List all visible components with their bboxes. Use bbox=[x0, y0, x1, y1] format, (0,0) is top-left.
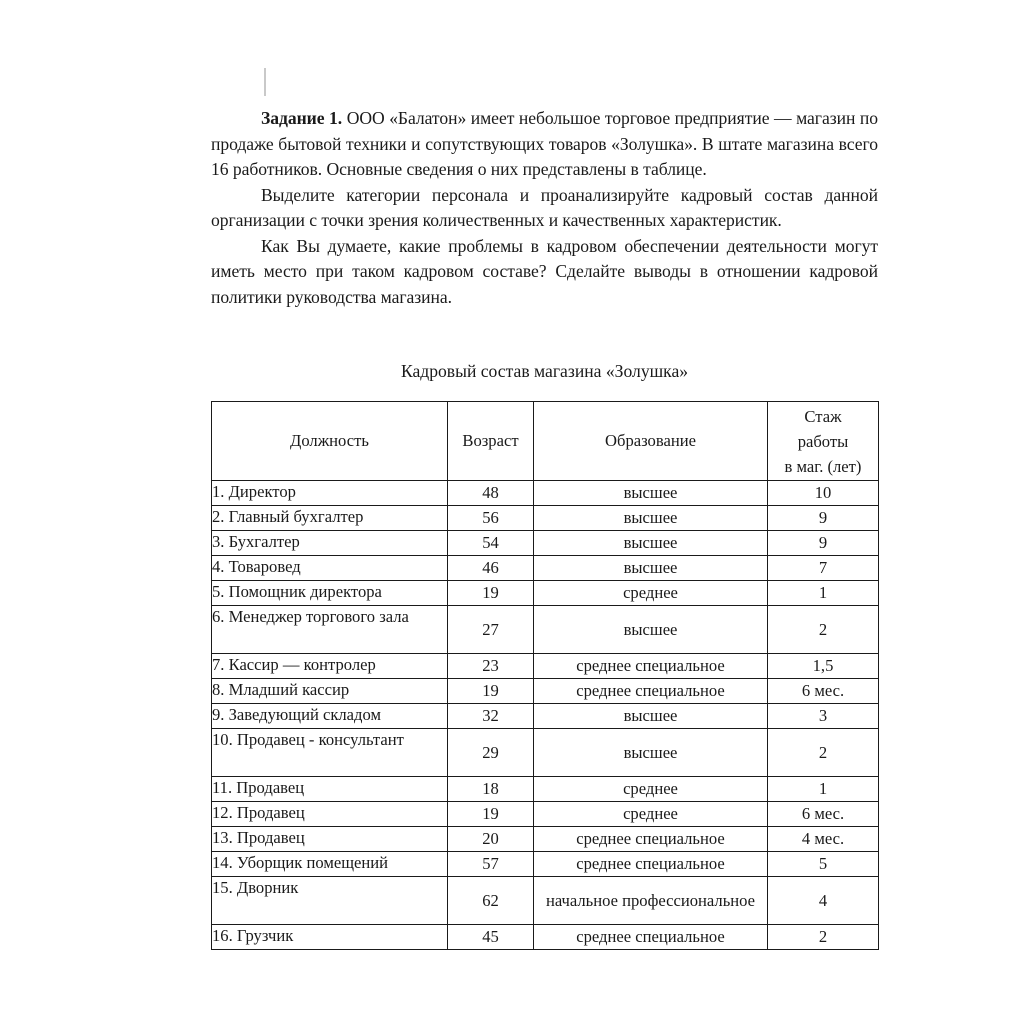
cell-education: высшее bbox=[534, 606, 768, 654]
cell-age: 29 bbox=[448, 729, 534, 777]
cell-education: среднее специальное bbox=[534, 925, 768, 950]
experience-header-line-3: в маг. (лет) bbox=[784, 456, 862, 476]
table-row bbox=[212, 827, 879, 852]
column-header-age: Возраст bbox=[448, 402, 534, 481]
text-cursor-caret bbox=[264, 68, 266, 96]
cell-education: среднее специальное bbox=[534, 827, 768, 852]
cell-education: высшее bbox=[534, 531, 768, 556]
cell-experience: 1,5 bbox=[768, 654, 879, 679]
table-row bbox=[212, 531, 879, 556]
cell-position: 16. Грузчик bbox=[212, 925, 448, 950]
experience-header-line-1: Стаж bbox=[804, 406, 842, 426]
table-caption: Кадровый состав магазина «Золушка» bbox=[400, 361, 689, 381]
task-label: Задание 1. bbox=[261, 108, 343, 128]
cell-position: 4. Товаровед bbox=[212, 556, 448, 581]
cell-experience: 9 bbox=[768, 531, 879, 556]
cell-age: 45 bbox=[448, 925, 534, 950]
cell-position: 9. Заведующий складом bbox=[212, 704, 448, 729]
table-row bbox=[212, 704, 879, 729]
cell-age: 20 bbox=[448, 827, 534, 852]
cell-age: 32 bbox=[448, 704, 534, 729]
cell-position: 1. Директор bbox=[212, 481, 448, 506]
table-row bbox=[212, 852, 879, 877]
cell-experience: 4 мес. bbox=[768, 827, 879, 852]
cell-education: среднее специальное bbox=[534, 654, 768, 679]
cell-age: 23 bbox=[448, 654, 534, 679]
cell-position: 11. Продавец bbox=[212, 777, 448, 802]
cell-experience: 2 bbox=[768, 925, 879, 950]
cell-education: высшее bbox=[534, 729, 768, 777]
table-row bbox=[212, 777, 879, 802]
cell-experience: 3 bbox=[768, 704, 879, 729]
table-row bbox=[212, 679, 879, 704]
cell-age: 54 bbox=[448, 531, 534, 556]
paragraph-text: ООО «Балатон» имеет небольшое торговое предприятие — магазин по продаже бытовой техники и сопутствующих товаров «Золушка». В штате магазина всего 16 работников. Основные сведения о них представлены в таблице. bbox=[211, 108, 878, 179]
paragraph-task-intro bbox=[211, 106, 878, 183]
column-header-education: Образование bbox=[534, 402, 768, 481]
cell-education: среднее bbox=[534, 581, 768, 606]
column-header-position: Должность bbox=[212, 402, 448, 481]
cell-experience: 6 мес. bbox=[768, 679, 879, 704]
cell-education: среднее bbox=[534, 777, 768, 802]
cell-age: 62 bbox=[448, 877, 534, 925]
cell-position: 13. Продавец bbox=[212, 827, 448, 852]
table-header bbox=[212, 402, 879, 481]
cell-education: высшее bbox=[534, 481, 768, 506]
table-row bbox=[212, 877, 879, 925]
cell-position: 8. Младший кассир bbox=[212, 679, 448, 704]
table-row bbox=[212, 606, 879, 654]
cell-education: высшее bbox=[534, 556, 768, 581]
cell-experience: 10 bbox=[768, 481, 879, 506]
cell-experience: 1 bbox=[768, 581, 879, 606]
cell-experience: 1 bbox=[768, 777, 879, 802]
table-row bbox=[212, 556, 879, 581]
table-row bbox=[212, 729, 879, 777]
paragraph-question: Как Вы думаете, какие проблемы в кадровом обеспечении деятельности могут иметь место при таком кадровом составе? Сделайте выводы в отношении кадровой политики руководства магазина. bbox=[211, 235, 878, 307]
cell-experience: 2 bbox=[768, 606, 879, 654]
cell-position: 3. Бухгалтер bbox=[212, 531, 448, 556]
cell-age: 19 bbox=[448, 581, 534, 606]
table-row bbox=[212, 925, 879, 950]
cell-experience: 5 bbox=[768, 852, 879, 877]
paragraph-analysis: Выделите категории персонала и проанализируйте кадровый состав данной организации с точки зрения количественных и качественных характеристик. bbox=[211, 184, 878, 230]
table-row bbox=[212, 802, 879, 827]
cell-age: 19 bbox=[448, 802, 534, 827]
body-text-block bbox=[211, 106, 878, 310]
table-row bbox=[212, 581, 879, 606]
cell-position: 10. Продавец - консультант bbox=[212, 729, 448, 777]
cell-age: 46 bbox=[448, 556, 534, 581]
cell-position: 5. Помощник директора bbox=[212, 581, 448, 606]
table-body bbox=[212, 481, 879, 950]
cell-experience: 7 bbox=[768, 556, 879, 581]
column-header-experience bbox=[768, 402, 879, 481]
cell-education: среднее специальное bbox=[534, 679, 768, 704]
staff-table bbox=[211, 401, 879, 950]
cell-experience: 4 bbox=[768, 877, 879, 925]
cell-experience: 9 bbox=[768, 506, 879, 531]
table-row bbox=[212, 506, 879, 531]
cell-position: 14. Уборщик помещений bbox=[212, 852, 448, 877]
cell-age: 57 bbox=[448, 852, 534, 877]
cell-age: 19 bbox=[448, 679, 534, 704]
cell-education: среднее специальное bbox=[534, 852, 768, 877]
cell-education: высшее bbox=[534, 704, 768, 729]
cell-age: 18 bbox=[448, 777, 534, 802]
cell-education: начальное профессиональное bbox=[534, 877, 768, 925]
cell-age: 48 bbox=[448, 481, 534, 506]
cell-education: среднее bbox=[534, 802, 768, 827]
cell-position: 15. Дворник bbox=[212, 877, 448, 925]
cell-position: 6. Менеджер торгового зала bbox=[212, 606, 448, 654]
experience-header-line-2: работы bbox=[797, 431, 849, 451]
cell-experience: 6 мес. bbox=[768, 802, 879, 827]
table-row bbox=[212, 481, 879, 506]
cell-age: 27 bbox=[448, 606, 534, 654]
cell-age: 56 bbox=[448, 506, 534, 531]
cell-position: 2. Главный бухгалтер bbox=[212, 506, 448, 531]
cell-position: 7. Кассир — контролер bbox=[212, 654, 448, 679]
table-header-row bbox=[212, 402, 879, 481]
cell-experience: 2 bbox=[768, 729, 879, 777]
cell-education: высшее bbox=[534, 506, 768, 531]
cell-position: 12. Продавец bbox=[212, 802, 448, 827]
table-row bbox=[212, 654, 879, 679]
